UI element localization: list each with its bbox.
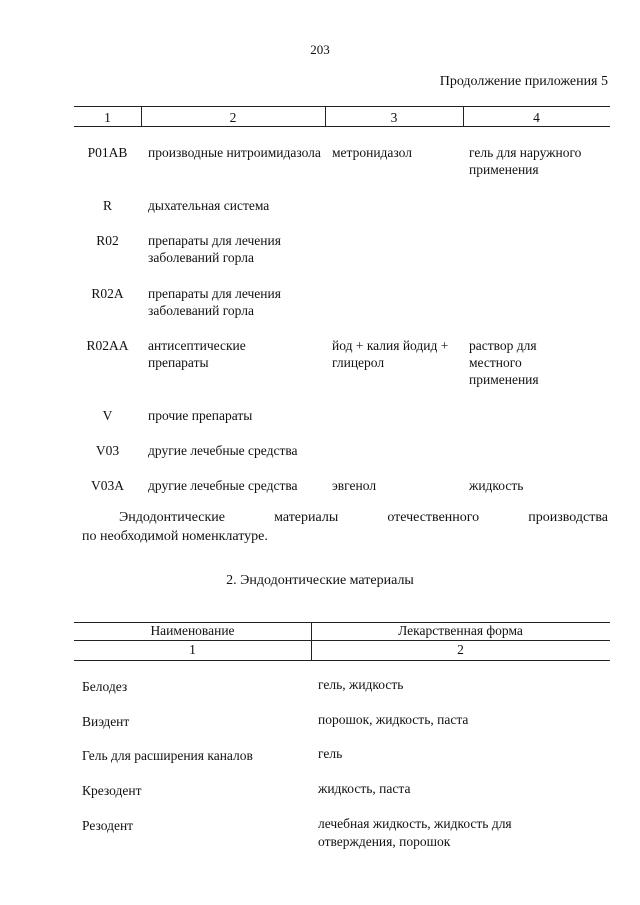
table-row-form: жидкость: [469, 478, 524, 493]
table-row-form: лечебная жидкость, жидкость для отверждения, порошок: [318, 816, 512, 849]
table-row-form: гель, жидкость: [318, 677, 404, 692]
paragraph-line: по необходимой номенклатуре.: [82, 529, 268, 544]
table1-col-header: 3: [390, 110, 398, 125]
table-row-code: P01AB: [87, 145, 128, 160]
page-number: 203: [310, 42, 330, 57]
table2-col-number: 2: [457, 642, 464, 657]
table-row-code: V03: [95, 443, 120, 458]
table2-bottom-rule: [74, 660, 610, 661]
table2-col-header: Наименование: [150, 623, 235, 638]
table2-col-number: 1: [189, 642, 196, 657]
table-row-name: Резодент: [82, 818, 134, 833]
table-row-name: Крезодент: [82, 783, 142, 798]
table1-col-header: 2: [229, 110, 237, 125]
table-row-form: раствор для местного применения: [469, 338, 539, 387]
table-row-group: антисептические препараты: [148, 338, 246, 370]
table1-col-header: 4: [533, 110, 540, 125]
table2-col-header: Лекарственная форма: [398, 623, 523, 638]
paragraph-word: производства: [528, 510, 608, 525]
table-row-code: R02A: [91, 286, 124, 301]
appendix-continuation: Продолжение приложения 5: [439, 74, 608, 89]
table-row-group: производные нитроимидазола: [148, 145, 321, 160]
table-row-substance: метронидазол: [332, 145, 412, 160]
table1-col-header: 1: [104, 110, 111, 125]
table-row-substance: эвгенол: [332, 478, 377, 493]
table-row-name: Белодез: [82, 679, 128, 694]
table-row-code: R02: [96, 233, 119, 248]
table-row-code: V03A: [91, 478, 124, 493]
paragraph-word: отечественного: [387, 510, 480, 525]
table-row-code: R02AA: [86, 338, 129, 353]
table-row-group: препараты для лечения заболеваний горла: [148, 286, 281, 318]
paragraph-line: [82, 508, 608, 527]
table-row-name: Гель для расширения каналов: [82, 748, 253, 763]
table-row-form: жидкость, паста: [318, 781, 411, 796]
table-row-group: другие лечебные средства: [148, 443, 298, 458]
paragraph-word: Эндодонтические: [119, 510, 226, 525]
table-row-form: гель для наружного применения: [469, 145, 582, 177]
table2-mid-rule: [74, 640, 610, 641]
table-row-substance: йод + калия йодид + глицерол: [332, 338, 449, 370]
paragraph-word: материалы: [274, 510, 339, 525]
table-row-group: препараты для лечения заболеваний горла: [148, 233, 281, 265]
table-row-form: порошок, жидкость, паста: [318, 712, 469, 727]
table-row-group: прочие препараты: [148, 408, 253, 423]
table1-header-rule: [74, 126, 610, 127]
table1-top-rule: [74, 106, 610, 107]
table-row-group: другие лечебные средства: [148, 478, 298, 493]
table-row-code: R: [102, 198, 112, 213]
table-row-name: Виэдент: [82, 714, 130, 729]
table-row-group: дыхательная система: [148, 198, 270, 213]
table-row-code: V: [102, 408, 113, 423]
section-title: 2. Эндодонтические материалы: [226, 573, 414, 588]
table-row-form: гель: [318, 746, 343, 761]
